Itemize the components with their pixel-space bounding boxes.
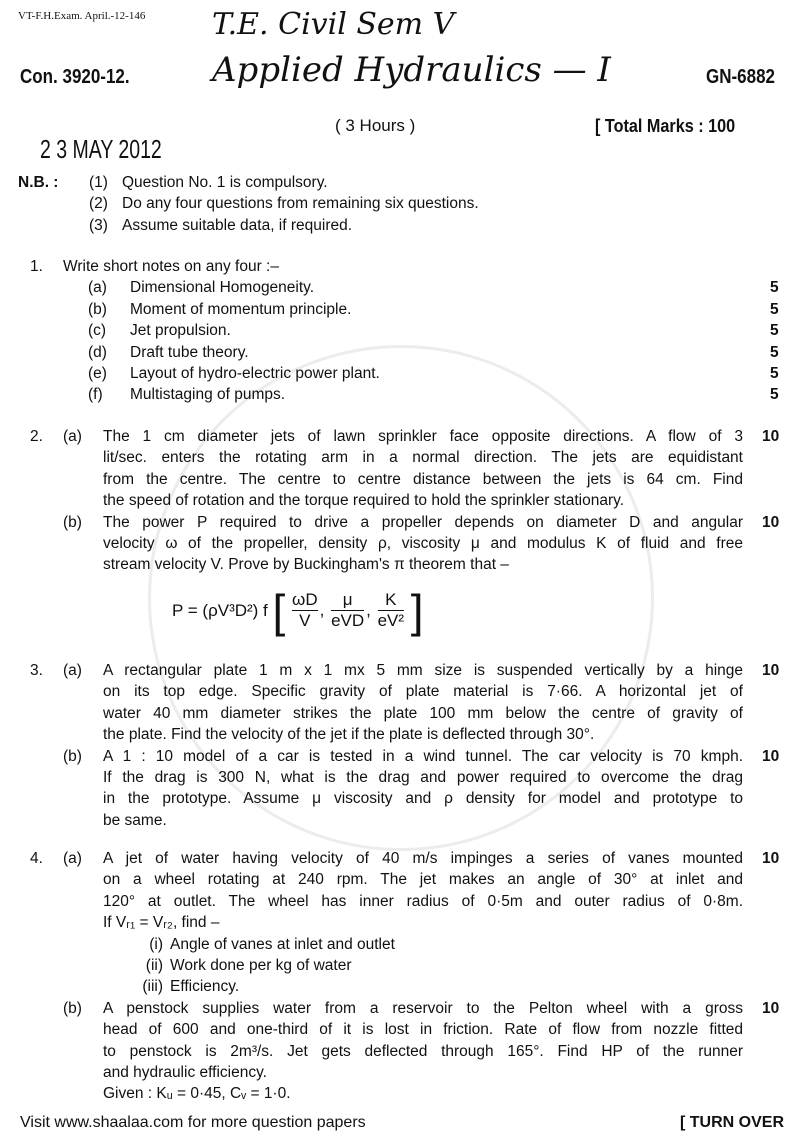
- part-marks: 10: [762, 513, 780, 531]
- part-label: (b): [63, 513, 82, 531]
- part-marks: 10: [762, 850, 780, 867]
- fraction: $\frac{\omega D}{V}$: [292, 590, 318, 631]
- text-line: [0, 660, 800, 681]
- line-text: be same.: [103, 811, 167, 829]
- line-text: the speed of rotation and the torque required to hold the sprinkler stationary.: [103, 492, 625, 510]
- footer-website: Visit www.shaalaa.com for more question papers: [20, 1114, 366, 1131]
- bracket-open: [: [272, 584, 286, 637]
- sub-label: (iii): [142, 978, 163, 996]
- text-line: [0, 533, 800, 554]
- item-label: (b): [88, 300, 107, 318]
- line-text: the plate. Find the velocity of the jet if the plate is deflected through 30°.: [103, 726, 595, 744]
- line-text: in the prototype. Assume μ viscosity and ρ density for model and prototype to: [103, 790, 743, 808]
- item-marks: 5: [770, 364, 779, 382]
- duration: ( 3 Hours ): [335, 116, 416, 135]
- line-text: Given : Kᵤ = 0·45, Cᵥ = 1·0.: [103, 1085, 291, 1103]
- line-text: 120° at outlet. The wheel has inner radius of 0·5m and outer radius of 0·8m.: [103, 892, 743, 910]
- line-text: A jet of water having velocity of 40 m/s impinges a series of vanes mounted: [103, 850, 743, 867]
- question-4: [0, 848, 800, 1105]
- text-line: [0, 1019, 800, 1040]
- item-text: Dimensional Homogeneity.: [130, 279, 315, 297]
- sub-label: (i): [149, 935, 163, 953]
- text-line: [0, 1083, 800, 1104]
- line-text: head of 600 and one-third of it is lost in friction. Rate of flow from nozzle fitted: [103, 1021, 743, 1039]
- text-line: [0, 891, 800, 912]
- line-text: stream velocity V. Prove by Buckingham's π theorem that –: [103, 556, 509, 574]
- text-line: [0, 998, 800, 1019]
- sub-item: [0, 934, 800, 955]
- question-number: 1.: [30, 258, 43, 275]
- nb-num: (3): [89, 216, 108, 234]
- formula-lhs: P = (ρV³D²) f: [172, 600, 268, 620]
- sub-text: Efficiency.: [170, 978, 240, 996]
- fraction: $\frac{K}{\text{eV²}}$: [377, 590, 405, 631]
- sub-item: [0, 976, 800, 997]
- line-text: from the centre. The centre to centre distance between the jets is 64 cm. Find: [103, 470, 743, 488]
- line-text: water 40 mm diameter strikes the plate 100 mm below the centre of gravity of: [103, 704, 743, 722]
- text-line: [0, 810, 800, 831]
- text-line: [0, 447, 800, 468]
- bracket-close: ]: [410, 584, 424, 637]
- instructions: [0, 172, 800, 236]
- nb-label: N.B. :: [18, 174, 59, 191]
- text-line: [0, 724, 800, 745]
- item-label: (f): [88, 386, 103, 404]
- part-label: (b): [63, 999, 82, 1017]
- item-text: Draft tube theory.: [130, 343, 249, 361]
- text-line: [0, 869, 800, 890]
- text-line: [0, 767, 800, 788]
- part-marks: 10: [762, 662, 780, 679]
- item-marks: 5: [770, 343, 779, 361]
- item-marks: 5: [770, 279, 779, 297]
- fraction: $\frac{\mu}{\text{eVD}}$: [331, 590, 365, 631]
- list-item: [0, 299, 800, 320]
- sub-item: [0, 955, 800, 976]
- sub-text: Angle of vanes at inlet and outlet: [170, 935, 395, 953]
- part-marks: 10: [762, 747, 780, 765]
- nb-text: Assume suitable data, if required.: [122, 216, 353, 234]
- part-label: (a): [63, 662, 82, 679]
- list-item: [0, 320, 800, 341]
- sub-label: (ii): [145, 956, 163, 974]
- item-label: (d): [88, 343, 107, 361]
- line-text: The power P required to drive a propeller depends on diameter D and angular: [103, 513, 743, 531]
- line-text: If the drag is 300 N, what is the drag and power required to overcome the drag: [103, 768, 743, 786]
- formula: P = (ρV³D²) f [ $\frac{\omega D}{V}$ , $\frac{\mu}{\text{eVD}}$ , $\frac{K}{\text{eV²}}$ ]: [172, 584, 424, 637]
- question-2: [0, 426, 800, 654]
- line-text: lit/sec. enters the rotating arm in a normal direction. The jets are equidistant: [103, 449, 743, 467]
- list-item: [0, 342, 800, 363]
- line-text: A rectangular plate 1 m x 1 mx 5 mm size is suspended vertically by a hinge: [103, 662, 743, 679]
- text-line: [0, 490, 800, 511]
- item-text: Moment of momentum principle.: [130, 300, 352, 318]
- item-marks: 5: [770, 386, 779, 404]
- list-item: [0, 384, 800, 405]
- question-number: 3.: [30, 662, 43, 679]
- item-text: Jet propulsion.: [130, 322, 231, 340]
- part-marks: 10: [762, 428, 780, 445]
- line-text: If Vᵣ₁ = Vᵣ₂, find –: [103, 914, 220, 932]
- part-label: (a): [63, 850, 82, 867]
- nb-num: (1): [89, 174, 108, 191]
- item-text: Multistaging of pumps.: [130, 386, 286, 404]
- part-marks: 10: [762, 999, 780, 1017]
- text-line: [0, 512, 800, 533]
- part-label: (b): [63, 747, 82, 765]
- item-marks: 5: [770, 300, 779, 318]
- item-label: (a): [88, 279, 107, 297]
- line-text: to penstock is 2m³/s. Jet gets deflected through 165°. Find HP of the runner: [103, 1042, 743, 1060]
- nb-text: Question No. 1 is compulsory.: [122, 174, 328, 191]
- part-label: (a): [63, 428, 82, 445]
- con-number: Con. 3920-12.: [20, 66, 130, 88]
- text-line: [0, 848, 800, 869]
- handwritten-subject: Applied Hydraulics — I: [212, 50, 611, 90]
- item-marks: 5: [770, 322, 779, 340]
- handwritten-course: T.E. Civil Sem V: [212, 7, 455, 42]
- text-line: [0, 746, 800, 767]
- line-text: on a wheel rotating at 240 rpm. The jet makes an angle of 30° at inlet and: [103, 871, 743, 889]
- question-number: 4.: [30, 850, 43, 867]
- line-text: A 1 : 10 model of a car is tested in a wind tunnel. The car velocity is 70 kmph.: [103, 747, 743, 765]
- total-marks: [ Total Marks : 100: [595, 116, 736, 136]
- question-3: [0, 660, 800, 831]
- turn-over: [ TURN OVER: [680, 1114, 784, 1131]
- line-text: on its top edge. Specific gravity of plate material is 7·66. A horizontal jet of: [103, 683, 743, 701]
- question-intro: Write short notes on any four :–: [63, 258, 279, 275]
- exam-ref: VT-F.H.Exam. April.-12-146: [18, 10, 146, 22]
- line-text: and hydraulic efficiency.: [103, 1063, 267, 1081]
- item-label: (e): [88, 364, 107, 382]
- question-1: [0, 256, 800, 406]
- list-item: [0, 363, 800, 384]
- text-line: [0, 469, 800, 490]
- list-item: [0, 277, 800, 298]
- sub-text: Work done per kg of water: [170, 956, 352, 974]
- nb-num: (2): [89, 195, 108, 213]
- text-line: [0, 426, 800, 447]
- text-line: [0, 1041, 800, 1062]
- paper-code: GN-6882: [706, 66, 775, 88]
- line-text: velocity ω of the propeller, density ρ, viscosity μ and modulus K of fluid and free: [103, 534, 743, 552]
- item-text: Layout of hydro-electric power plant.: [130, 364, 380, 382]
- nb-text: Do any four questions from remaining six questions.: [122, 195, 479, 213]
- text-line: [0, 1062, 800, 1083]
- line-text: The 1 cm diameter jets of lawn sprinkler face opposite directions. A flow of 3: [103, 428, 743, 445]
- text-line: [0, 703, 800, 724]
- text-line: [0, 912, 800, 933]
- text-line: [0, 681, 800, 702]
- text-line: [0, 554, 800, 575]
- text-line: [0, 788, 800, 809]
- line-text: A penstock supplies water from a reservoir to the Pelton wheel with a gross: [103, 999, 743, 1017]
- date-stamp: 2 3 MAY 2012: [40, 134, 162, 164]
- item-label: (c): [88, 322, 107, 340]
- question-number: 2.: [30, 428, 43, 445]
